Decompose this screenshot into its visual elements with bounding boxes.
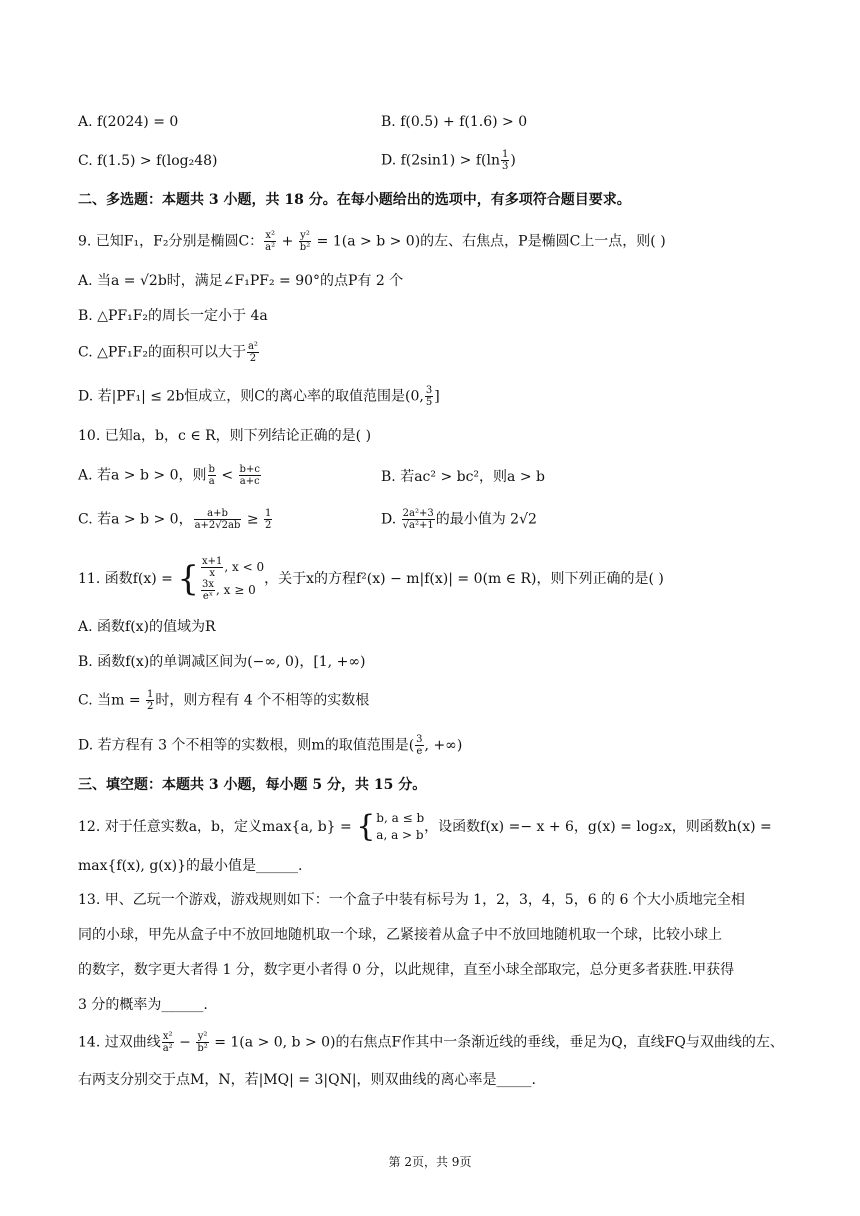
q11-cases: $\frac{x+1}{x}$ , x < 0 $\frac{3x}{\text{eˣ}}$ , x ≥ 0 <box>202 556 265 602</box>
q13-line2: 同的小球，甲先从盒子中不放回地随机取一个球，乙紧接着从盒子中不放回地随机取一个球，比较小球上 <box>78 927 722 943</box>
q12-brace: { <box>356 809 376 844</box>
q8-option-a: A. f(2024) = 0 <box>78 114 179 130</box>
q10-option-d: D. $\frac{\text{2a²+3}}{\text{√a²+1}}$ 的最小值为 2√2 <box>381 508 537 531</box>
q14-line1: 14. 过双曲线 $\frac{\text{x²}}{\text{a²}}$ − $\frac{\text{y²}}{\text{b²}}$ = 1(a > 0, b > 0)的右焦点F作其中一条渐近线的垂线，垂足为Q，直线FQ与双曲线的左、 <box>78 1031 784 1054</box>
q11-c-fraction: $\frac{1}{2}$ <box>147 689 154 712</box>
q9-option-a: A. 当a = √2b时，满足∠F₁PF₂ = 90°的点P有 2 个 <box>78 273 404 289</box>
q11-stem: 11. 函数f(x) = { $\frac{x+1}{x}$ , x < 0 $\frac{3x}{\text{eˣ}}$ , x ≥ 0 ，关于x的方程f²(x) − m|f(x)| = 0(m ∈ R)，则下列正确的是( ) <box>78 556 664 602</box>
q8-option-c: C. f(1.5) > f(log₂48) <box>78 153 218 169</box>
q10-d-fraction: $\frac{\text{2a²+3}}{\text{√a²+1}}$ <box>402 508 434 531</box>
q9-d-fraction: $\frac{3}{5}$ <box>425 385 433 408</box>
q8-d-fraction: $\frac{1}{3}$ <box>502 149 509 172</box>
q8-d-pre: D. f(2sin1) > f(ln <box>381 152 500 169</box>
q10-option-c: C. 若a > b > 0， $\frac{a+b}{a+2√2ab}$ ≥ $\frac{1}{2}$ <box>78 508 272 531</box>
section-2-title: 二、多选题：本题共 3 小题，共 18 分。在每小题给出的选项中，有多项符合题目要求。 <box>78 192 631 208</box>
q9-option-d: D. 若|PF₁| ≤ 2b恒成立，则C的离心率的取值范围是(0, $\frac{3}{5}$ ] <box>78 385 440 408</box>
q11-d-fraction: $\frac{3}{e}$ <box>416 734 423 757</box>
q10-option-a: A. 若a > b > 0，则 $\frac{b}{a}$ < $\frac{b+c}{a+c}$ <box>78 464 260 487</box>
q10-option-b: B. 若ac² > bc²，则a > b <box>381 469 545 485</box>
q10-a-frac1: $\frac{b}{a}$ <box>208 464 215 487</box>
q9-option-c: C. △PF₁F₂的面积可以大于 $\frac{\text{a²}}{2}$ <box>78 341 258 364</box>
q13-line1: 13. 甲、乙玩一个游戏，游戏规则如下：一个盒子中装有标号为 1，2，3，4，5，6 的 6 个大小质地完全相 <box>78 892 745 908</box>
q9-stem: 9. 已知F₁，F₂分别是椭圆C： $\frac{\text{x²}}{\text{a²}}$ + $\frac{\text{y²}}{\text{b²}}$ = 1(a > b > 0)的左、右焦点，P是椭圆C上一点，则( ) <box>78 230 666 253</box>
q10-c-frac1: $\frac{a+b}{a+2√2ab}$ <box>194 508 241 531</box>
q9-option-b: B. △PF₁F₂的周长一定小于 4a <box>78 308 268 324</box>
q13-line4: 3 分的概率为______. <box>78 997 208 1013</box>
q14-frac-x: $\frac{\text{x²}}{\text{a²}}$ <box>162 1031 173 1054</box>
q11-option-b: B. 函数f(x)的单调减区间为(−∞, 0)，[1, +∞) <box>78 654 366 670</box>
q12-line1: 12. 对于任意实数a，b，定义max{a, b} = { b, a ≤ b a, a > b ，设函数f(x) =− x + 6，g(x) = log₂x，则函数h(x) = <box>78 809 772 844</box>
q9-frac-y: $\frac{\text{y²}}{\text{b²}}$ <box>299 230 311 253</box>
section-3-title: 三、填空题：本题共 3 小题，每小题 5 分，共 15 分。 <box>78 777 427 793</box>
q12-cases: b, a ≤ b a, a > b <box>376 811 425 842</box>
q11-option-c: C. 当m = $\frac{1}{2}$ 时，则方程有 4 个不相等的实数根 <box>78 689 370 712</box>
q12-line2: max{f(x), g(x)}的最小值是______. <box>78 858 303 874</box>
page-footer: 第 2页，共 9页 <box>388 1155 472 1169</box>
q11-option-d: D. 若方程有 3 个不相等的实数根，则m的取值范围是( $\frac{3}{e}$ , +∞) <box>78 734 463 757</box>
q14-line2: 右两支分别交于点M，N，若|MQ| = 3|QN|，则双曲线的离心率是_____. <box>78 1072 536 1088</box>
q13-line3: 的数字，数字更大者得 1 分，数字更小者得 0 分，以此规律，直至小球全部取完，总分更多者获胜.甲获得 <box>78 962 735 978</box>
q10-a-frac2: $\frac{b+c}{a+c}$ <box>239 464 260 487</box>
q11-brace: { <box>177 559 199 599</box>
q10-c-frac2: $\frac{1}{2}$ <box>265 508 272 531</box>
q10-stem: 10. 已知a，b，c ∈ R，则下列结论正确的是( ) <box>78 428 372 444</box>
q14-frac-y: $\frac{\text{y²}}{\text{b²}}$ <box>197 1031 208 1054</box>
q8-option-b: B. f(0.5) + f(1.6) > 0 <box>381 114 528 130</box>
q9-c-fraction: $\frac{\text{a²}}{2}$ <box>247 341 258 364</box>
q8-option-d: D. f(2sin1) > f(ln $\frac{1}{3}$ ) <box>381 149 516 172</box>
q11-option-a: A. 函数f(x)的值域为R <box>78 619 216 635</box>
q9-frac-x: $\frac{\text{x²}}{\text{a²}}$ <box>265 230 276 253</box>
